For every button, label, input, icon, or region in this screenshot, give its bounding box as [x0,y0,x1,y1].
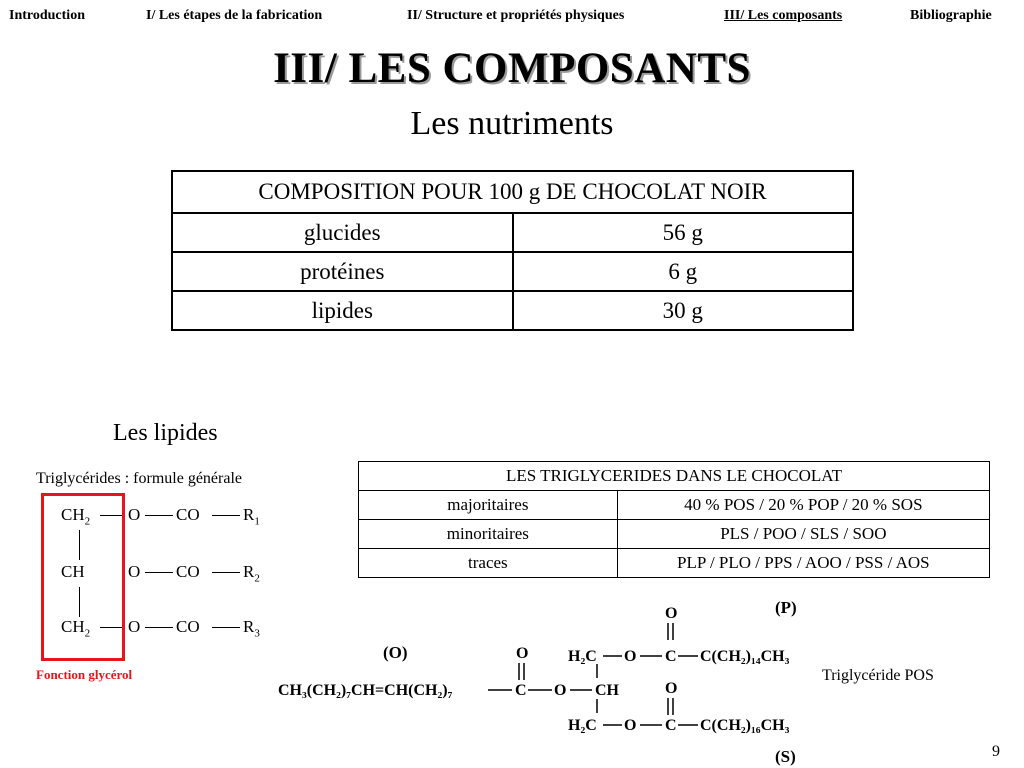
triglyceride-category: minoritaires [359,520,618,549]
table-row [359,491,990,520]
atom-c-mid: C [515,682,527,699]
bond [212,572,240,573]
palmitic-chain: C(CH₂)₁₄CH₃ [700,648,790,665]
triglycerides-table [358,461,990,578]
atom-h2c-top: H₂C [568,648,597,665]
nutrient-name: lipides [172,291,513,330]
formula-radical-3: $R_3$ [243,617,260,640]
oleic-chain: CH₃(CH₂)₇CH=CH(CH₂)₇ [278,682,453,699]
nav-structure[interactable]: II/ Structure et propriétés physiques [407,8,625,23]
bond [145,572,173,573]
page-title: III/ LES COMPOSANTS [273,45,751,92]
nutrient-name: glucides [172,213,513,252]
nutrient-value: 56 g [513,213,854,252]
atom-h2c-bottom: H₂C [568,717,597,734]
bond [212,627,240,628]
nutrient-value: 6 g [513,252,854,291]
triglycerides-table-header: LES TRIGLYCERIDES DANS LE CHOCOLAT [359,462,990,491]
nutrition-table [171,170,854,331]
atom-c-top: C [665,648,677,665]
triglyceride-pos-label: Triglycéride POS [822,667,934,684]
formula-oxygen-3: O [128,617,141,636]
atom-ch-mid: CH [595,682,619,699]
table-row [172,291,853,330]
bond [145,515,173,516]
table-row [359,549,990,578]
stearic-chain: C(CH₂)₁₆CH₃ [700,717,790,734]
nutrition-table-header: COMPOSITION POUR 100 g DE CHOCOLAT NOIR [172,171,853,213]
formula-oxygen-1: O [128,505,141,524]
table-row [172,213,853,252]
atom-o-ester-bottom: O [624,717,637,734]
triglyceride-values: PLP / PLO / PPS / AOO / PSS / AOS [617,549,989,578]
label-s: (S) [775,747,796,766]
section-subtitle: Les nutriments [410,105,614,142]
formula-carbon-2: CH [61,562,85,581]
label-o: (O) [383,643,408,662]
atom-o-bottom: O [665,680,678,697]
triglyceride-category: majoritaires [359,491,618,520]
glycerol-highlight-box [41,493,125,661]
triglyceride-formula-label: Triglycérides : formule générale [36,470,243,487]
formula-radical-1: $R_1$ [243,505,260,528]
label-p: (P) [775,598,797,617]
formula-carbonyl-3: CO [176,617,200,636]
triglyceride-values: 40 % POS / 20 % POP / 20 % SOS [617,491,989,520]
formula-radical-2: $R_2$ [243,562,260,585]
formula-carbon-1: $CH_2$ [61,505,91,528]
nav-fabrication[interactable]: I/ Les étapes de la fabrication [146,8,323,23]
nutrient-name: protéines [172,252,513,291]
bond [145,627,173,628]
top-navigation [0,0,1024,32]
formula-carbon-3: $CH_2$ [61,617,91,640]
bond [212,515,240,516]
atom-o-ester-top: O [624,648,637,665]
nav-introduction[interactable]: Introduction [9,8,85,23]
page-number: 9 [992,743,1000,760]
nav-bibliographie[interactable]: Bibliographie [910,8,992,23]
triglyceride-category: traces [359,549,618,578]
formula-carbonyl-2: CO [176,562,200,581]
nutrient-value: 30 g [513,291,854,330]
atom-c-bottom: C [665,717,677,734]
atom-o-ester-mid: O [554,682,567,699]
pos-structural-formula [270,598,830,768]
formula-oxygen-2: O [128,562,141,581]
triglyceride-values: PLS / POO / SLS / SOO [617,520,989,549]
atom-o-top: O [665,605,678,622]
table-row [359,520,990,549]
table-row [172,252,853,291]
atom-o-mid: O [516,645,529,662]
lipids-heading: Les lipides [113,420,218,446]
formula-carbonyl-1: CO [176,505,200,524]
glycerol-label: Fonction glycérol [36,667,133,682]
nav-composants[interactable]: III/ Les composants [724,8,843,23]
